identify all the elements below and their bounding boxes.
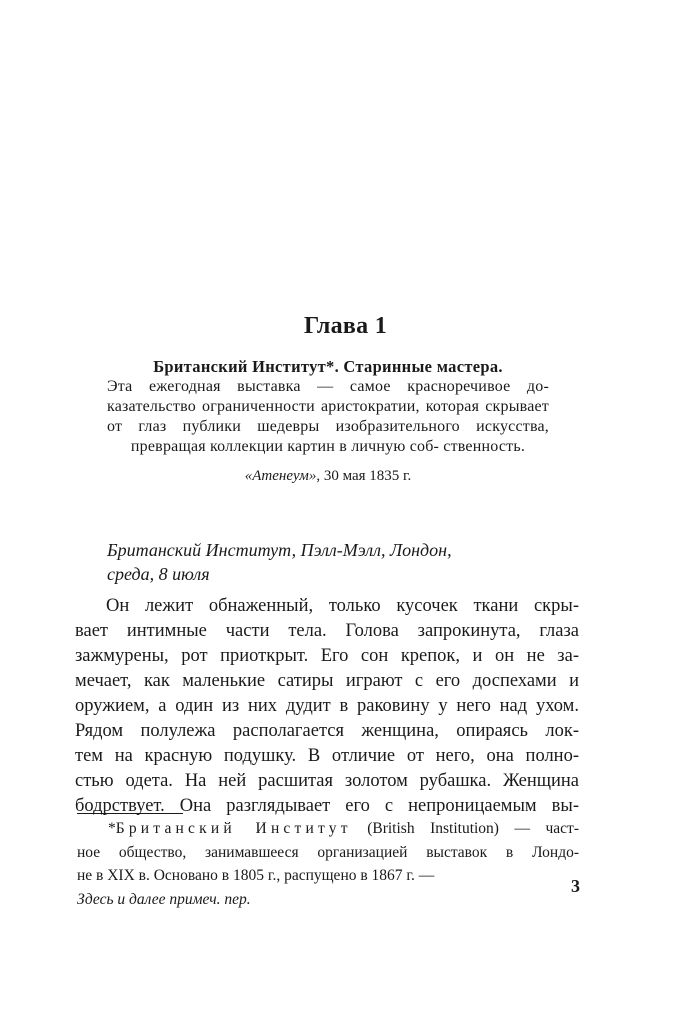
body-line: зажмурены, рот приоткрыт. Его сон крепок, и он не за-	[75, 646, 579, 666]
epigraph	[107, 357, 549, 486]
footnote-marker: *	[108, 820, 116, 837]
epigraph-line: скрывает от глаз публики шедевры изобразительного	[107, 398, 549, 435]
footnote	[77, 817, 579, 911]
footnote-line: не в XIX в. Основано в 1805 г., распущено в 1867 г. —	[77, 867, 435, 884]
body-line: мечает, как маленькие сатиры играют с его доспехами и	[75, 671, 579, 691]
epigraph-line: казательство ограниченности аристократии, которая	[107, 398, 480, 415]
body-line: Он лежит обнаженный, только кусочек ткани скры-	[106, 596, 579, 616]
footnote-line	[77, 817, 579, 841]
epigraph-source	[107, 466, 549, 486]
footnote-separator	[77, 813, 183, 814]
body-line: стью одета. На ней расшитая золотом рубашка. Женщина	[75, 771, 579, 791]
body-line: Рядом полулежа располагается женщина, опираясь лок-	[75, 721, 579, 741]
body-line: бодрствует. Она разглядывает его с непроницаемым вы-	[75, 796, 579, 816]
epigraph-source-title: «Атенеум»	[244, 468, 317, 484]
epigraph-source-date: , 30 мая 1835 г.	[316, 468, 412, 484]
body-line: оружием, а один из них дудит в раковину у него над ухом.	[75, 696, 579, 716]
footnote-term: Британский Институт	[115, 820, 352, 837]
page-number: 3	[571, 876, 580, 896]
scene-location	[107, 538, 452, 586]
footnote-text: (British Institution) — част-	[351, 820, 579, 837]
location-line: среда, 8 июля	[107, 564, 210, 584]
epigraph-line: Эта ежегодная выставка — самое красноречивое до-	[107, 378, 549, 395]
epigraph-line: ственность.	[443, 438, 526, 455]
epigraph-heading: Британский Институт*. Старинные мастера.	[153, 357, 503, 376]
epigraph-line: искусства, превращая коллекции картин в личную соб-	[130, 418, 550, 455]
body-line: тем на красную подушку. В отличие от него, она полно-	[75, 746, 579, 766]
location-line: Британский Институт, Пэлл-Мэлл, Лондон,	[107, 540, 452, 560]
body-line: вает интимные части тела. Голова запрокинута, глаза	[75, 621, 579, 641]
chapter-title: Глава 1	[303, 313, 388, 339]
footnote-line: ное общество, занимавшееся организацией выставок в Лондо-	[77, 843, 579, 861]
epigraph-text	[107, 377, 549, 457]
footnote-line: Здесь и далее примеч. пер.	[77, 890, 251, 908]
body-paragraph	[75, 594, 579, 819]
